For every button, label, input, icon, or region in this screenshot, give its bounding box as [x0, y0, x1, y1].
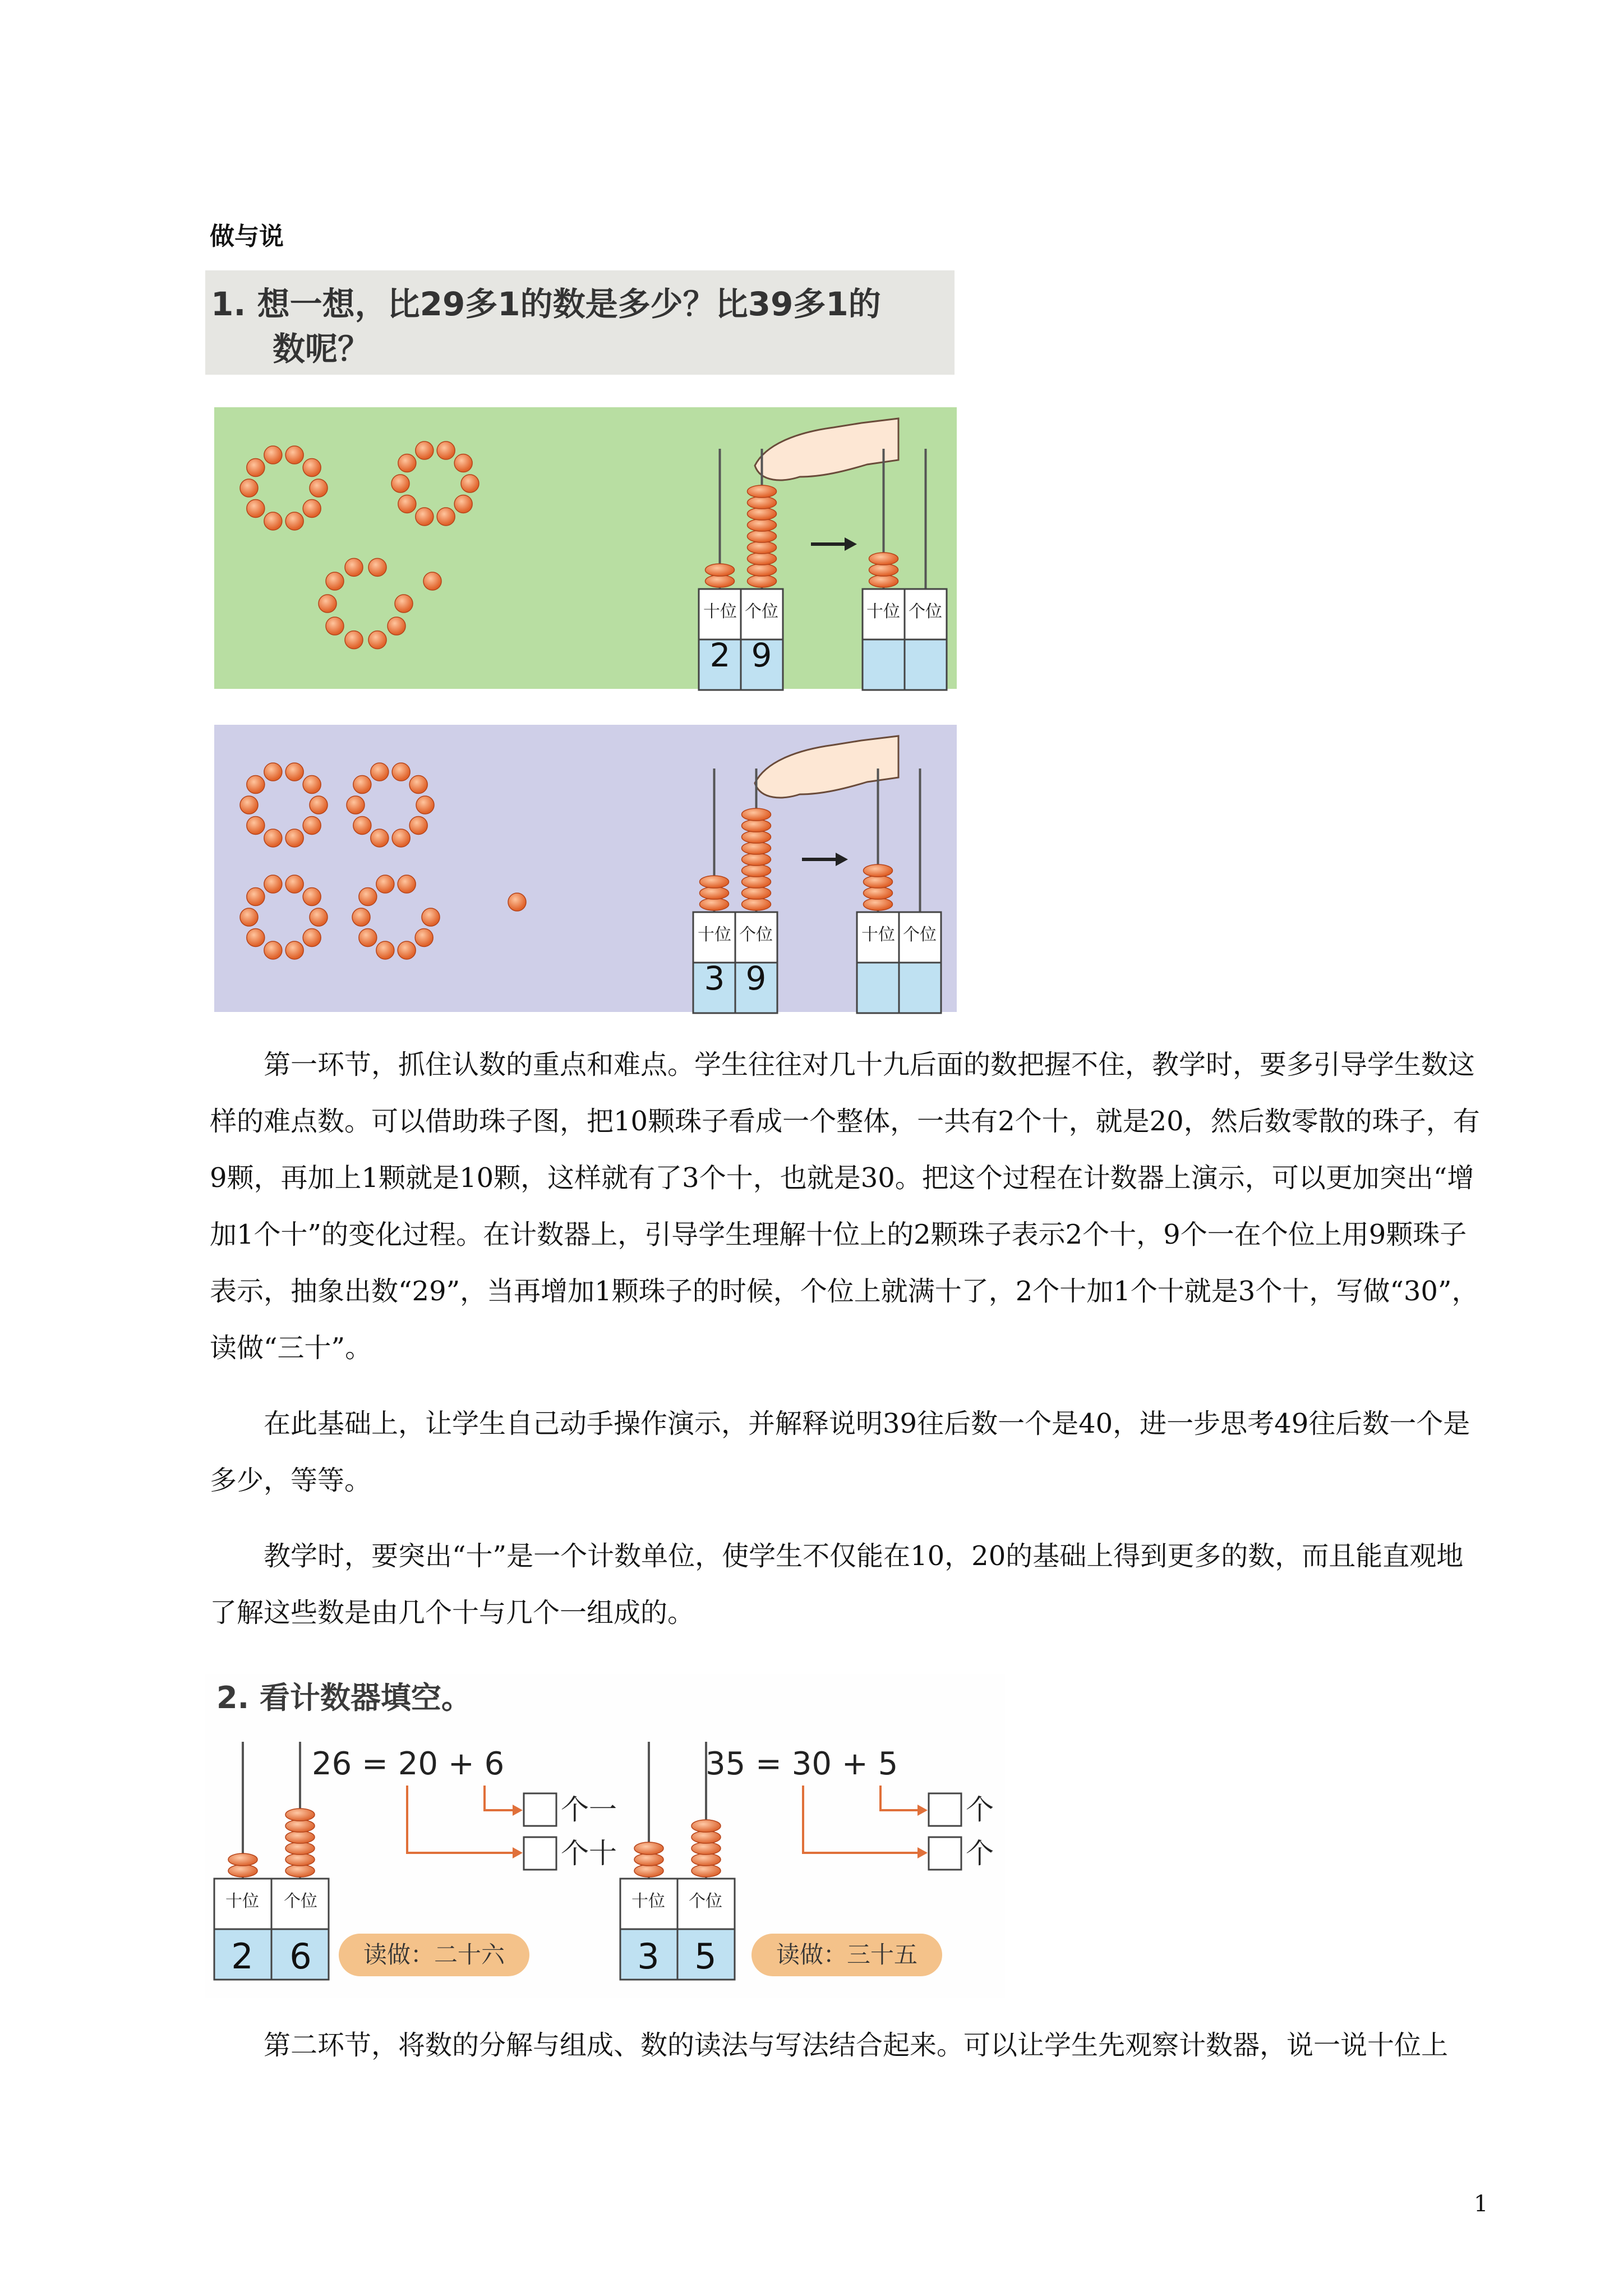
counter-bead — [748, 553, 777, 565]
bead — [310, 796, 328, 814]
answer-box-ones[interactable] — [524, 1793, 556, 1826]
counter-ones-label: 个位 — [689, 1892, 722, 1911]
arrow-lines-right — [803, 1786, 917, 1853]
bead — [326, 617, 344, 635]
bead — [240, 796, 258, 814]
counter-bead — [285, 1809, 315, 1821]
bead — [353, 816, 371, 834]
counter-bead — [869, 564, 898, 576]
counter-bead — [700, 898, 729, 910]
bead — [437, 441, 455, 459]
counter-bead — [864, 876, 893, 888]
bead — [461, 475, 479, 493]
box-label-ones: 个一 — [561, 1793, 617, 1826]
counter-bead — [285, 1865, 315, 1877]
bead — [398, 495, 416, 513]
bead — [371, 829, 389, 847]
counter-bead — [748, 519, 777, 531]
bead — [345, 631, 363, 649]
counter-bead — [285, 1831, 315, 1843]
counter-bead — [706, 564, 735, 576]
counter-bead — [742, 842, 771, 854]
counter-bead — [748, 564, 777, 576]
arrow-head-icon — [513, 1805, 523, 1816]
bead — [423, 572, 441, 590]
bead — [303, 776, 321, 794]
counter-tens-digit: 3 — [637, 1936, 660, 1977]
counter-tens-digit: 3 — [704, 959, 725, 997]
counter-bead — [742, 853, 771, 866]
equation-right: 35 = 30 + 5 — [706, 1746, 898, 1782]
bead — [240, 908, 258, 926]
bead — [437, 508, 455, 526]
bead — [303, 499, 321, 517]
arrow-head-icon — [917, 1847, 928, 1858]
read-text-right: 读做：三十五 — [776, 1941, 918, 1968]
bead — [416, 796, 434, 814]
bead — [285, 829, 303, 847]
counter-bead — [748, 485, 777, 498]
bead — [409, 816, 427, 834]
counter-bead — [691, 1820, 721, 1832]
counter-ones-label: 个位 — [284, 1892, 317, 1911]
paragraph-4: 第二环节，将数的分解与组成、数的读法与写法结合起来。可以让学生先观察计数器，说一说十位上 — [264, 2030, 1449, 2061]
counter-bead — [748, 575, 777, 587]
bead — [422, 908, 440, 926]
bead — [264, 829, 282, 847]
bead — [326, 572, 344, 590]
bead — [391, 475, 409, 493]
counter-tens-label: 十位 — [698, 925, 731, 945]
counter-bead — [700, 876, 729, 888]
counter-tens-label: 十位 — [225, 1892, 259, 1911]
arrow-lines-left — [407, 1786, 513, 1853]
counter-bead — [742, 831, 771, 843]
exercise1-figure — [205, 398, 966, 1015]
read-text-left: 读做：二十六 — [363, 1941, 505, 1968]
bead — [285, 875, 303, 893]
counter-bead — [748, 496, 777, 509]
exercise2-title: 2. 看计数器填空。 — [216, 1680, 472, 1715]
counter-ones-label: 个位 — [745, 602, 778, 622]
exercise1-line2: 数呢？ — [273, 330, 371, 368]
section-title: 做与说 — [210, 222, 284, 251]
box-label-tens: 个 — [966, 1837, 994, 1870]
bead — [247, 499, 265, 517]
bead — [264, 941, 282, 959]
bead — [247, 928, 265, 946]
bead — [264, 512, 282, 530]
bead — [285, 941, 303, 959]
bead — [454, 454, 472, 472]
paragraph-1: 第一环节，抓住认数的重点和难点。学生往往对几十九后面的数把握不住，教学时，要多引导学生数这样的难点数。可以借助珠子图，把10颗珠子看成一个整体，一共有2个十，就是20，然后数零散的珠子，有9颗，再加上1颗就是10颗，这样就有了3个十，也就是30。把这个过程在计数器上演示，可以更加突出“增加1个十”的变化过程。在计数器上，引导学生理解十位上的2颗珠子表示2个十，9个一在个位上用9颗珠子表示，抽象出数“29”，当再增加1颗珠子的时候，个位上就满十了，2个十加1个十就是3个十，写做“30”，读做“三十”。 — [210, 1049, 1480, 1364]
bead — [303, 459, 321, 477]
answer-box-tens[interactable] — [929, 1837, 961, 1870]
counter-bead — [742, 808, 771, 821]
counter-bead — [634, 1842, 663, 1855]
counter-bead — [869, 575, 898, 587]
counter-bead — [228, 1865, 257, 1877]
box-label-ones: 个 — [966, 1793, 994, 1826]
bead — [285, 446, 303, 464]
arrow-head-icon — [917, 1805, 928, 1816]
counter-bead — [706, 575, 735, 587]
bead — [371, 763, 389, 781]
counter-bead — [228, 1853, 257, 1866]
bead — [285, 763, 303, 781]
exercise1-line1: 1. 想一想，比29多1的数是多少？比39多1的 — [211, 285, 881, 323]
exercise1-question — [205, 270, 955, 375]
bead — [264, 875, 282, 893]
counter-tens-label: 十位 — [866, 602, 900, 622]
bead — [247, 816, 265, 834]
bead — [359, 928, 377, 946]
paragraph-2: 在此基础上，让学生自己动手操作演示，并解释说明39往后数一个是40，进一步思考49往后数一个是多少，等等。 — [210, 1408, 1470, 1496]
answer-box-tens[interactable] — [524, 1837, 556, 1870]
counter-bead — [748, 508, 777, 520]
bead — [392, 829, 410, 847]
counter-bead — [700, 887, 729, 899]
counter-tens-digit: 2 — [709, 636, 731, 674]
bead — [345, 558, 363, 576]
bead — [347, 796, 365, 814]
bead — [247, 776, 265, 794]
bead — [310, 908, 328, 926]
counter-tens-label: 十位 — [631, 1892, 665, 1911]
counter-bead — [285, 1820, 315, 1832]
equation-left: 26 = 20 + 6 — [312, 1746, 505, 1782]
box-label-tens: 个十 — [561, 1837, 617, 1870]
counter-bead — [691, 1853, 721, 1866]
bead — [376, 875, 394, 893]
bead — [310, 479, 328, 497]
counter-ones-digit: 5 — [694, 1936, 717, 1977]
bead — [388, 617, 405, 635]
bead — [303, 888, 321, 906]
bead — [416, 441, 434, 459]
counter-bead — [742, 887, 771, 899]
bead — [303, 816, 321, 834]
counter-bead — [864, 887, 893, 899]
counter-bead — [869, 553, 898, 565]
bead — [368, 631, 386, 649]
bead — [398, 941, 416, 959]
bead — [398, 454, 416, 472]
bead — [398, 875, 416, 893]
paragraph-3: 教学时，要突出“十”是一个计数单位，使学生不仅能在10，20的基础上得到更多的数，而且能直观地了解这些数是由几个十与几个一组成的。 — [210, 1540, 1464, 1628]
counter-bead — [864, 898, 893, 910]
bead — [353, 776, 371, 794]
counter-bead — [748, 541, 777, 554]
bead — [264, 446, 282, 464]
bead — [508, 893, 526, 911]
counter-bead — [634, 1865, 663, 1877]
bead — [416, 508, 434, 526]
bead — [247, 888, 265, 906]
bead — [247, 459, 265, 477]
counter-bead — [634, 1853, 663, 1866]
counter-bead — [691, 1865, 721, 1877]
counter-bead — [742, 898, 771, 910]
counter-bead — [285, 1842, 315, 1855]
counter-tens-label: 十位 — [861, 925, 895, 945]
bead — [454, 495, 472, 513]
bead — [264, 763, 282, 781]
counter-bead — [691, 1831, 721, 1843]
bead — [409, 776, 427, 794]
counter-ones-label: 个位 — [909, 602, 942, 622]
counter-bead — [742, 864, 771, 877]
counter-bead — [285, 1853, 315, 1866]
bead — [368, 558, 386, 576]
bead — [395, 595, 413, 613]
bead — [392, 763, 410, 781]
counter-ones-label: 个位 — [903, 925, 937, 945]
counter-bead — [748, 530, 777, 542]
counter-ones-digit: 9 — [745, 959, 767, 997]
counter-bead — [742, 876, 771, 888]
bead — [359, 888, 377, 906]
bead — [415, 928, 433, 946]
bead — [240, 479, 258, 497]
counter-ones-digit: 9 — [751, 636, 772, 674]
counter-bead — [691, 1842, 721, 1855]
counter-tens-digit: 2 — [231, 1936, 253, 1977]
exercise2-figure — [205, 1674, 1005, 1998]
bead — [352, 908, 370, 926]
counter-bead — [864, 864, 893, 877]
bead — [319, 595, 336, 613]
arrow-head-icon — [513, 1847, 523, 1858]
counter-ones-label: 个位 — [739, 925, 773, 945]
bead — [285, 512, 303, 530]
counter-ones-digit: 6 — [289, 1936, 312, 1977]
bead — [303, 928, 321, 946]
bead — [376, 941, 394, 959]
counter-bead — [742, 820, 771, 832]
page-number: 1 — [1474, 2191, 1488, 2217]
answer-box-ones[interactable] — [929, 1793, 961, 1826]
counter-tens-label: 十位 — [703, 602, 737, 622]
